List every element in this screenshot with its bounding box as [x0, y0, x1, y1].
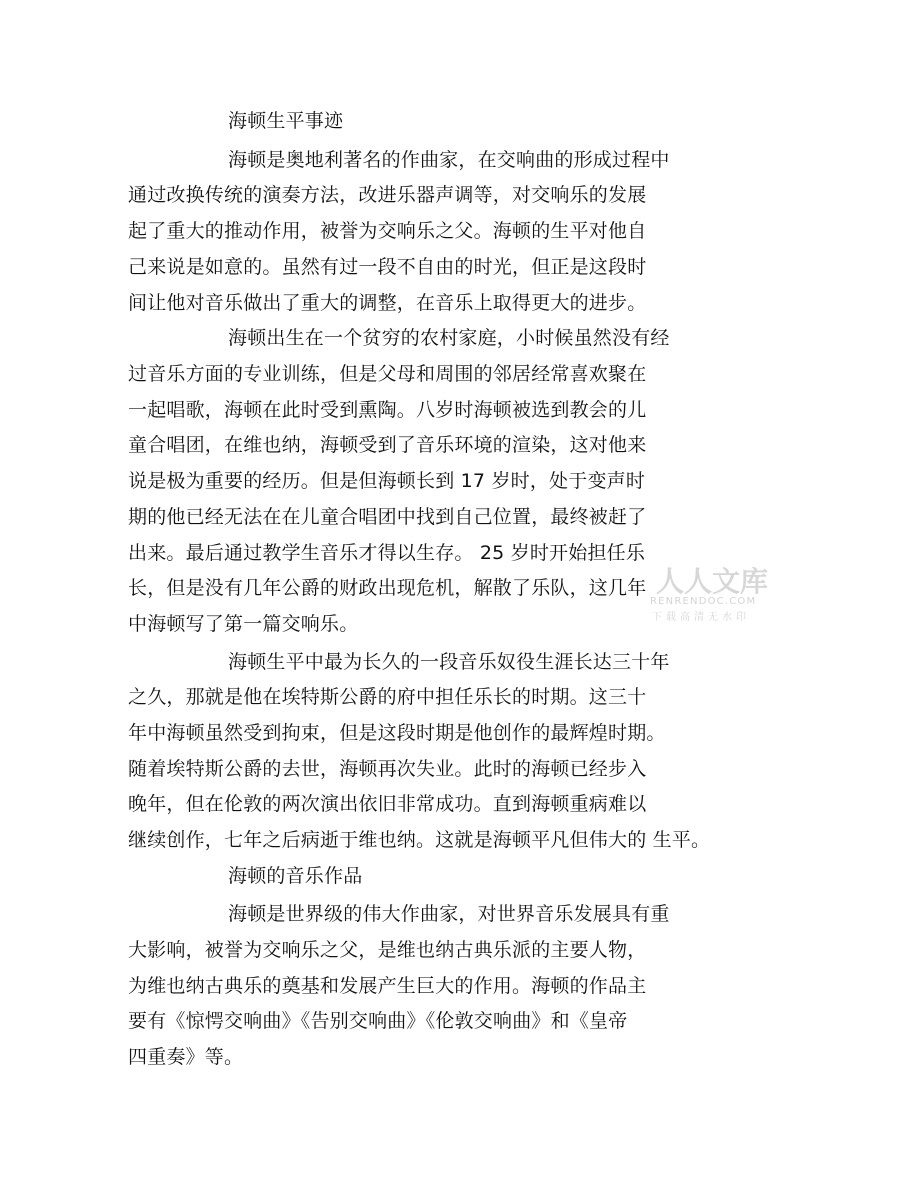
text-line: 要有《惊愕交响曲》《告别交响曲》《伦敦交响曲》和《皇帝: [128, 1010, 628, 1032]
watermark: [648, 566, 772, 628]
text-line: 海顿出生在一个贫穷的农村家庭，小时候虽然没有经: [228, 327, 670, 349]
text-line: 海顿生平中最为长久的一段音乐奴役生涯长达三十年: [228, 651, 670, 673]
text-line: 大影响，被誉为交响乐之父，是维也纳古典乐派的主要人物，: [128, 939, 647, 961]
text-line: 起了重大的推动作用，被誉为交响乐之父。海顿的生平对他自: [128, 220, 647, 242]
text-line: 通过改换传统的演奏方法，改进乐器声调等，对交响乐的发展: [128, 184, 647, 206]
text-line: 出来。最后通过教学生音乐才得以生存。 25 岁时开始担任乐: [128, 542, 646, 564]
text-line: 年中海顿虽然受到拘束，但是这段时期是他创作的最辉煌时期。: [128, 722, 666, 744]
text-line: 继续创作，七年之后病逝于维也纳。这就是海顿平凡但伟大的 生平。: [128, 829, 711, 851]
section-heading-works: 海顿的音乐作品: [228, 865, 363, 887]
text-line: 间让他对音乐做出了重大的调整，在音乐上取得更大的进步。: [128, 292, 647, 314]
text-line: 长，但是没有几年公爵的财政出现危机，解散了乐队，这几年: [128, 577, 647, 599]
section-heading-biography: 海顿生平事迹: [228, 110, 344, 132]
text-line: 四重奏》等。: [128, 1046, 244, 1068]
watermark-domain: RENRENDOC.COM: [650, 596, 757, 607]
text-line: 期的他已经无法在在儿童合唱团中找到自己位置，最终被赶了: [128, 506, 647, 528]
text-line: 随着埃特斯公爵的去世，海顿再次失业。此时的海顿已经步入: [128, 758, 647, 780]
watermark-logo: 人人文库: [656, 565, 769, 598]
text-line: 海顿是世界级的伟大作曲家，对世界音乐发展具有重: [228, 903, 670, 925]
text-line: 为维也纳古典乐的奠基和发展产生巨大的作用。海顿的作品主: [128, 975, 647, 997]
text-line: 中海顿写了第一篇交响乐。: [128, 613, 359, 635]
text-line: 己来说是如意的。虽然有过一段不自由的时光，但正是这段时: [128, 256, 647, 278]
text-line: 晚年，但在伦敦的两次演出依旧非常成功。直到海顿重病难以: [128, 793, 647, 815]
text-line: 一起唱歌，海顿在此时受到熏陶。八岁时海顿被选到教会的儿: [128, 399, 647, 421]
text-line: 海顿是奥地利著名的作曲家，在交响曲的形成过程中: [228, 149, 670, 171]
text-line: 之久，那就是他在埃特斯公爵的府中担任乐长的时期。这三十: [128, 686, 647, 708]
text-line: 说是极为重要的经历。但是但海顿长到 17 岁时，处于变声时: [128, 470, 646, 492]
text-line: 过音乐方面的专业训练，但是父母和周围的邻居经常喜欢聚在: [128, 363, 647, 385]
watermark-subtitle: 下载高清无水印: [652, 612, 750, 623]
text-line: 童合唱团，在维也纳，海顿受到了音乐环境的渲染，这对他来: [128, 434, 647, 456]
